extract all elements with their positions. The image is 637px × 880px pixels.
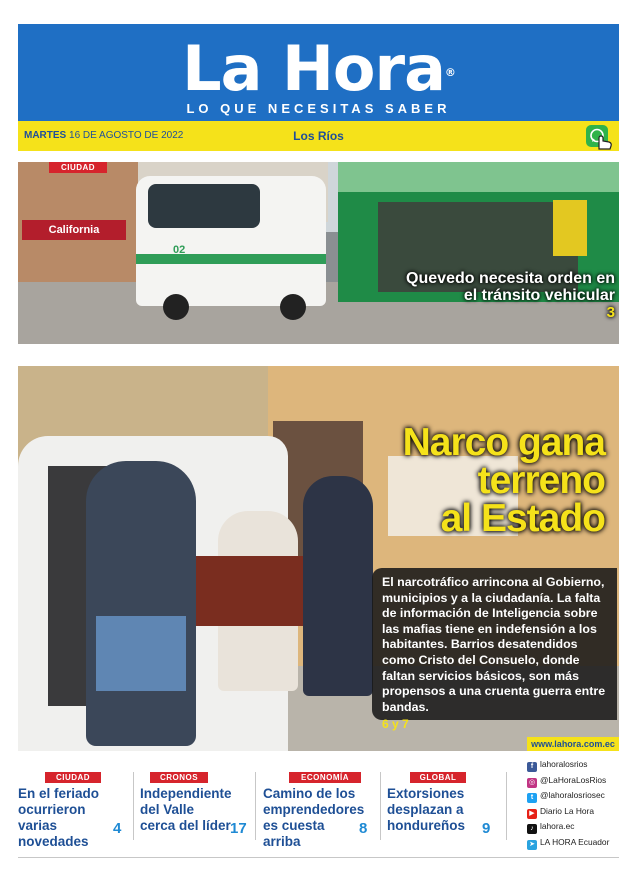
bottom-rule bbox=[18, 857, 619, 858]
store-sign: California bbox=[22, 220, 126, 240]
logo[interactable]: La Hora® bbox=[182, 32, 455, 105]
social-twitter[interactable]: t @lahoralosriosec bbox=[527, 788, 627, 804]
divider bbox=[133, 772, 134, 840]
main-story-summary: El narcotráfico arrincona al Gobierno, municipios y a la ciudadanía. La falta de información de Inteligencia sobre las mafias tiene en indefensión a los habitantes. Barrios desatendidos como Cristo del Consuelo, donde faltan servicios básicos, son más propensos a una cruenta guerra entre bandas. bbox=[382, 575, 606, 714]
teaser-cronos[interactable] bbox=[140, 772, 250, 842]
main-headline[interactable]: Narco gana terreno al Estado bbox=[402, 421, 605, 540]
divider bbox=[255, 772, 256, 840]
teaser-page: 9 bbox=[482, 820, 491, 837]
section-tag: ECONOMÍA bbox=[289, 772, 361, 783]
divider bbox=[506, 772, 507, 840]
hand-pointer-icon bbox=[593, 131, 615, 151]
social-tiktok[interactable]: ♪ lahora.ec bbox=[527, 819, 627, 835]
teaser-page: 4 bbox=[113, 820, 122, 837]
issue-date: MARTES 16 DE AGOSTO DE 2022 bbox=[24, 130, 184, 141]
teaser-title: Extorsiones desplazan a hondureños bbox=[387, 786, 465, 833]
person bbox=[86, 461, 196, 746]
main-story-pages: 6 y 7 bbox=[382, 717, 409, 732]
facebook-icon: f bbox=[527, 762, 537, 772]
social-youtube[interactable]: ▶ Diario La Hora bbox=[527, 804, 627, 820]
main-story-summary-box bbox=[372, 568, 617, 732]
section-tag: GLOBAL bbox=[410, 772, 466, 783]
bus-wheel bbox=[163, 294, 189, 320]
teaser-title: En el feriado ocurrieron varias novedades bbox=[18, 786, 100, 849]
date-bar bbox=[18, 121, 619, 151]
bus-number: 02 bbox=[173, 244, 186, 256]
teaser-page: 8 bbox=[359, 820, 368, 837]
youtube-icon: ▶ bbox=[527, 809, 537, 819]
teaser-title: Camino de los emprendedores es cuesta arriba bbox=[263, 786, 365, 849]
telegram-icon: ➤ bbox=[527, 840, 537, 850]
social-facebook[interactable]: f lahoralosrios bbox=[527, 757, 627, 773]
twitter-icon: t bbox=[527, 793, 537, 803]
edition-section: Los Ríos bbox=[293, 129, 344, 143]
teaser-page: 17 bbox=[230, 820, 247, 837]
section-tag: CIUDAD bbox=[45, 772, 101, 783]
divider bbox=[380, 772, 381, 840]
tiktok-icon: ♪ bbox=[527, 824, 537, 834]
promo-poster bbox=[553, 200, 587, 256]
bus-window bbox=[148, 184, 260, 228]
social-instagram[interactable]: ◎ @LaHoraLosRios bbox=[528, 774, 607, 786]
bus-stripe bbox=[136, 254, 326, 264]
person-jeans bbox=[96, 616, 186, 691]
social-links bbox=[527, 757, 627, 850]
teaser-ciudad[interactable] bbox=[18, 772, 130, 849]
website-link[interactable]: www.lahora.com.ec bbox=[527, 737, 619, 751]
instagram-icon: ◎ bbox=[528, 778, 536, 786]
registered-mark: ® bbox=[444, 66, 455, 79]
bus-wheel bbox=[280, 294, 306, 320]
masthead bbox=[18, 24, 619, 121]
social-telegram[interactable]: ➤ LA HORA Ecuador bbox=[527, 835, 627, 851]
top-story-caption[interactable]: Quevedo necesita orden en el tránsito vehicular 3 bbox=[406, 270, 615, 321]
tagline: LO QUE NECESITAS SABER bbox=[186, 101, 451, 116]
teaser-title: Independiente del Valle cerca del líder bbox=[140, 786, 232, 833]
section-tag-ciudad: CIUDAD bbox=[49, 162, 107, 173]
top-story-page: 3 bbox=[606, 304, 615, 321]
section-tag: CRONOS bbox=[150, 772, 208, 783]
teaser-global[interactable] bbox=[387, 772, 499, 842]
teaser-economia[interactable] bbox=[263, 772, 373, 849]
traffic-photo[interactable] bbox=[18, 162, 619, 344]
blurred-store-sign bbox=[338, 162, 619, 192]
